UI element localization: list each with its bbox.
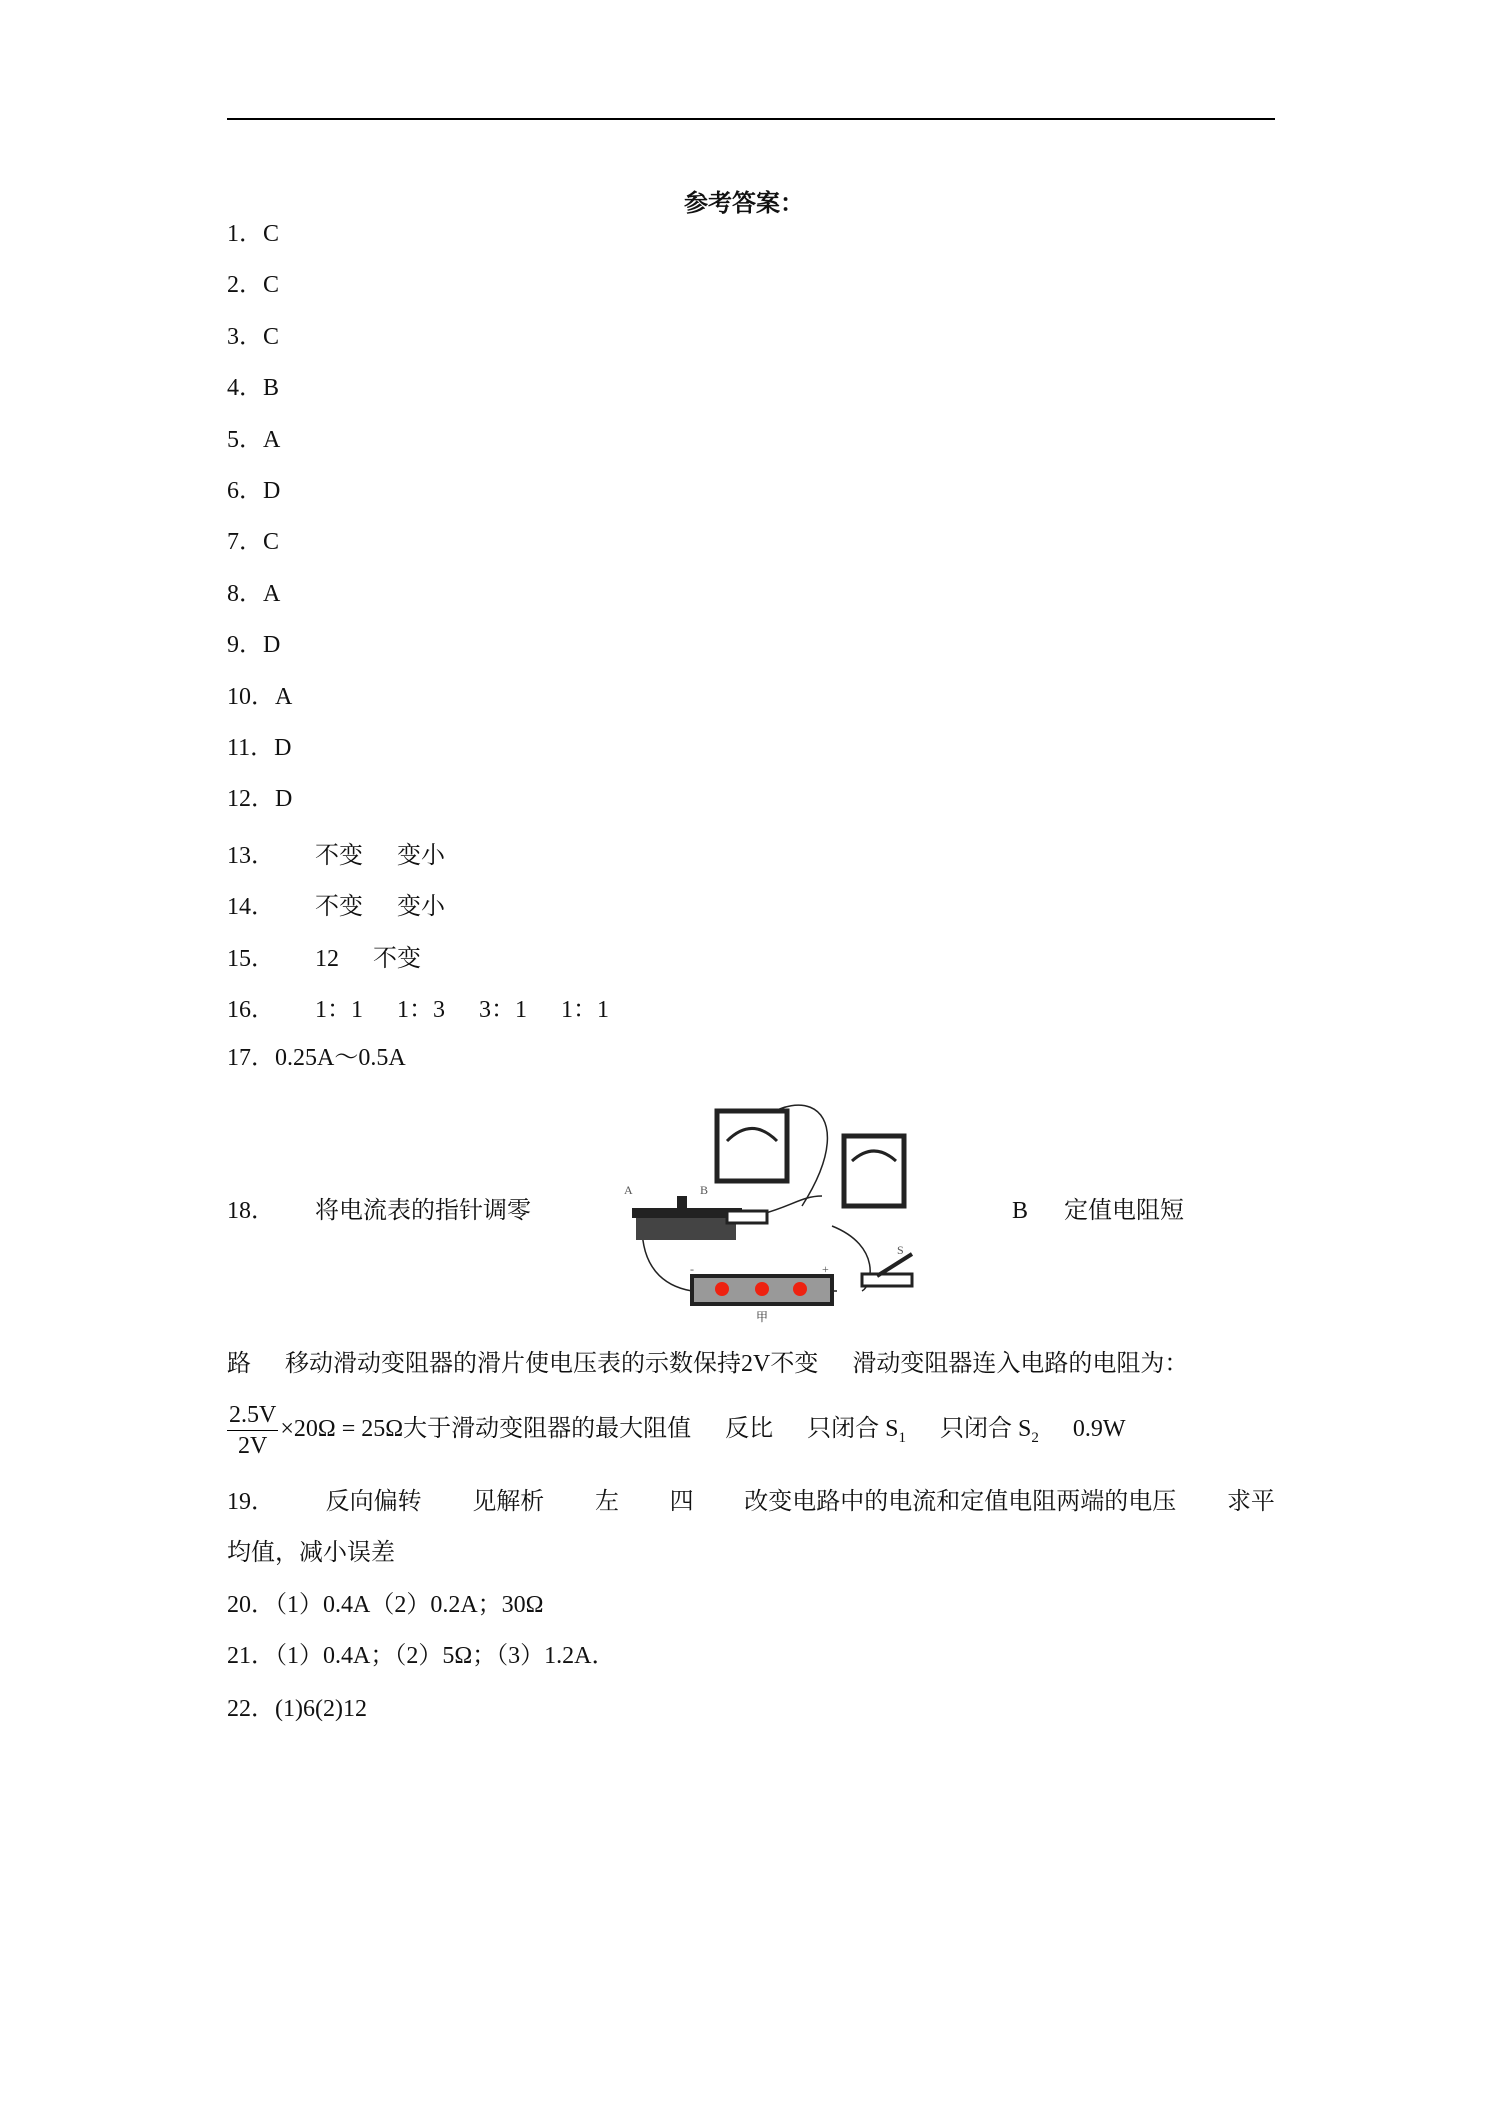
page-title: 参考答案： (684, 191, 804, 217)
answer-part: 只闭合 S (939, 1416, 1032, 1443)
q-number: 15． (227, 946, 275, 972)
formula: ×20Ω = 25Ω (280, 1416, 404, 1443)
answer-3 (227, 321, 279, 353)
q-number: 17． (227, 1045, 275, 1071)
answer-5 (227, 424, 280, 456)
answer-part: 不变 (373, 946, 421, 972)
answer-part: 1：1 (561, 997, 609, 1023)
q-number: 2． (227, 272, 263, 299)
answer-15 (227, 943, 421, 975)
answer-part: 反向偏转 (325, 1489, 422, 1515)
q-number: 12． (227, 786, 275, 813)
answer-part: 0.9W (1072, 1416, 1126, 1443)
circuit-diagram (622, 1096, 962, 1324)
label-a: A (624, 1183, 633, 1197)
answer-4 (227, 372, 279, 404)
q-number: 3． (227, 323, 263, 350)
answer-2 (227, 269, 279, 301)
answer-text: 0.25A～0.5A (275, 1045, 406, 1071)
q-number: 5． (227, 426, 263, 453)
q-number: 18． (227, 1198, 275, 1224)
answer-9 (227, 629, 280, 661)
answer-part: 3：1 (479, 997, 527, 1023)
answer-letter: C (263, 272, 280, 299)
answer-letter: A (263, 580, 281, 607)
header-rule (227, 118, 1275, 120)
fraction-denominator: 2V (238, 1433, 268, 1459)
answer-part: 只闭合 S (807, 1416, 899, 1443)
answer-part: 将电流表的指针调零 (315, 1198, 531, 1224)
answer-letter: D (263, 632, 281, 659)
answer-text: (1)6(2)12 (275, 1696, 367, 1722)
subscript: 2 (1031, 1429, 1039, 1446)
answer-part: 见解析 (472, 1489, 545, 1515)
answer-16 (227, 994, 609, 1026)
answer-18-line3 (227, 1400, 1125, 1461)
fraction-numerator: 2.5V (227, 1400, 278, 1431)
answer-part: 左 (594, 1489, 619, 1515)
answer-part: 四 (669, 1489, 694, 1515)
label-s: S (897, 1243, 904, 1257)
answer-18-cont (1012, 1195, 1184, 1227)
q-number: 13． (227, 843, 275, 869)
answer-text: （1）0.4A；（2）5Ω；（3）1.2A． (275, 1643, 616, 1669)
answer-19 (227, 1486, 1275, 1518)
answer-part: 反比 (725, 1416, 774, 1443)
answer-letter: C (263, 221, 280, 247)
subscript: 1 (898, 1429, 906, 1446)
answer-18 (227, 1195, 531, 1227)
answer-13 (227, 840, 445, 872)
label-jia: 甲 (756, 1310, 769, 1324)
answer-letter: D (275, 786, 293, 813)
q-number: 9． (227, 632, 263, 659)
answer-part: 1：1 (315, 997, 363, 1023)
answer-letter: A (275, 683, 293, 710)
label-minus: - (690, 1262, 694, 1276)
q-number: 6． (227, 478, 263, 504)
answer-letter: B (263, 375, 280, 402)
answer-part: B (1012, 1198, 1029, 1224)
answer-10 (227, 681, 292, 713)
answer-part: 大于滑动变阻器的最大阻值 (403, 1416, 692, 1443)
answer-8 (227, 578, 280, 610)
answer-6 (227, 475, 280, 507)
q-number: 10． (227, 683, 275, 710)
label-b: B (700, 1183, 709, 1197)
answer-17 (227, 1042, 406, 1074)
label-plus: + (822, 1262, 829, 1276)
q-number: 16． (227, 997, 275, 1023)
answer-part: 变小 (397, 894, 445, 920)
answer-part: 移动滑动变阻器的滑片使电压表的示数保持2V不变 (285, 1351, 819, 1377)
answer-19-cont: 均值，减小误差 (227, 1540, 395, 1566)
answer-letter: D (263, 478, 281, 504)
q-number: 21． (227, 1643, 275, 1669)
answer-21 (227, 1640, 616, 1672)
q-number: 4． (227, 375, 263, 402)
q-number: 11． (227, 735, 275, 761)
answer-14 (227, 891, 445, 923)
q-number: 1． (227, 221, 263, 247)
answer-letter: A (263, 426, 281, 453)
answer-part: 变小 (397, 843, 445, 869)
answer-letter: C (263, 529, 280, 556)
answer-part: 路 (227, 1351, 251, 1377)
answer-part: 求平 (1226, 1489, 1275, 1515)
answer-letter: C (263, 323, 280, 350)
answer-12 (227, 783, 292, 815)
fraction (227, 1400, 278, 1461)
q-number: 20． (227, 1592, 275, 1618)
answer-7 (227, 526, 279, 558)
q-number: 22． (227, 1696, 275, 1722)
answer-22 (227, 1693, 367, 1725)
q-number: 7． (227, 529, 263, 556)
answer-part: 1：3 (397, 997, 445, 1023)
answer-1 (227, 218, 279, 250)
answer-18-line2 (227, 1348, 1188, 1380)
answer-part: 不变 (315, 843, 363, 869)
answer-part: 滑动变阻器连入电路的电阻为： (852, 1351, 1189, 1377)
q-number: 14． (227, 894, 275, 920)
q-number: 8． (227, 580, 263, 607)
answer-text: （1）0.4A（2）0.2A；30Ω (275, 1592, 544, 1618)
answer-part: 定值电阻短 (1064, 1198, 1185, 1224)
answer-letter: D (274, 735, 292, 761)
answer-part: 改变电路中的电流和定值电阻两端的电压 (744, 1489, 1177, 1515)
answer-11 (227, 732, 291, 764)
answer-20 (227, 1589, 544, 1621)
q-number: 19． (227, 1489, 275, 1515)
answer-part: 不变 (315, 894, 363, 920)
answer-part: 12 (315, 946, 339, 972)
